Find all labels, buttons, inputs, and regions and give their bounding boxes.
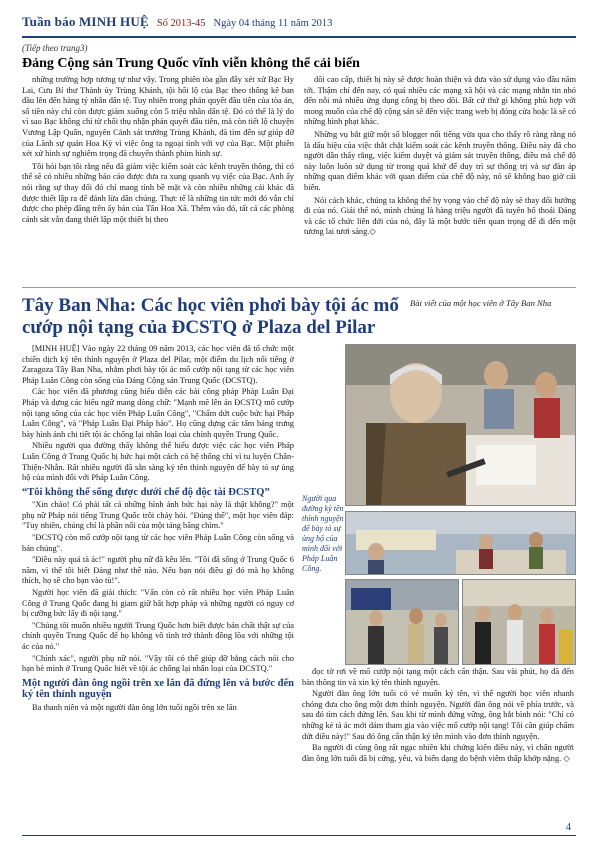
paragraph: đọc tờ rơi về mổ cướp nội tạng một cách cẩn thận. Sau vài phút, họ đã đến bàn thông tin và xin ký tên thỉnh nguyện. bbox=[302, 667, 574, 687]
section-divider bbox=[22, 287, 576, 288]
continued-note: (Tiếp theo trang3) bbox=[22, 43, 88, 53]
paragraph: "Chúng tôi muốn nhiều người Trung Quốc hơn biết được bản chất thật sự của chính quyền Trung Quốc để họ không vô tình trở thành đồng lõa với những tội ác của nó." bbox=[22, 620, 294, 651]
photo-caption: Người qua đường ký tên thỉnh nguyện để bày tỏ sự ủng hộ của mình đối với Pháp Luân Công. bbox=[302, 494, 344, 573]
subheading: “Tôi không thể sống được dưới chế độ độc tài ĐCSTQ” bbox=[22, 486, 270, 498]
paragraph: "Điều này quá tà ác!" người phụ nữ đã kêu lên. "Tôi đã sống ở Trung Quốc 6 năm, vì thế tôi biết Đảng như thế nào. Nếu bạn nói điều gì đó mà họ không thích, họ sẽ cho bạn vào tù!". bbox=[22, 555, 294, 586]
paragraph: những trường hợp tương tự như vậy. Trong phiên tòa gần đây xét xử Bạc Hy Lai, Cưu Bí thư Thành ủy Trùng Khánh, tội hối lộ của Bạc theo thống kê ban đầu lên đến hàng tỷ nhân dân tệ. Tuy nhiên trong phán quyết đầu tiên của tòa án, số tiền này chỉ còn được giảm xuống còn 5 triệu nhân dân tệ. Đó có thể là lý do vì sao Bạc không chỉ từ chối thụ nhận phán quyết đầu tiên, mà còn tiết lộ chuyện Vương Lập Quân, nguyên Cảnh sát trưởng Trùng Khánh, đã tìm đến sự giúp đỡ của Lãnh sự quán Hoa Kỳ vì việc ông ta ngoại tình với vợ của Bạc. Một phiên xét xử hình sự nghiêm trọng đã chuyển thành phim hình sự. bbox=[22, 75, 294, 159]
paragraph: Nhiều người qua đường thấy không thể hiểu được việc các học viên Pháp Luân Công ở Trung Quốc bị bức hại một cách có hệ thống chỉ vì tu luyện Chân-Thiện-Nhẫn. Rất nhiều người đã sẵn sàng ký tên thỉnh nguyện để bày tỏ sự ủng hộ của mình đối với Pháp Luân Công. bbox=[22, 441, 294, 483]
article-title: Tây Ban Nha: Các học viên phơi bày tội ác mổ cướp nội tạng của ĐCSTQ ở Plaza del Pilar bbox=[22, 295, 399, 338]
article-right-column bbox=[302, 667, 574, 765]
masthead bbox=[22, 14, 576, 34]
paragraph: "Chính xác", người phụ nữ nói. "Vậy tôi có thể giúp đỡ bằng cách nói cho bạn bè mình ở Trung Quốc biết về tội ác chống lại nhân loại của ĐCSTQ." bbox=[22, 653, 294, 674]
paragraph: [MINH HUỆ] Vào ngày 22 tháng 09 năm 2013, các học viên đã tổ chức một chiến dịch ký tên thỉnh nguyện ở Plaza del Pilar, một điểm du lịch nổi tiếng ở Zaragoza Tây Ban Nha, nhằm phơi bày tội ác mổ cướp nội tạng từ các học viên Pháp Luân Công còn sống của Đảng Cộng sản Trung Quốc (ĐCSTQ). bbox=[22, 344, 294, 385]
byline: Bài viết của một học viên ở Tây Ban Nha bbox=[410, 298, 552, 308]
newspaper-name: Tuần báo MINH HUỆ bbox=[22, 14, 149, 29]
photo-supporters bbox=[462, 579, 576, 665]
paragraph: dõi cao cấp, thiết bị này sẽ được hoàn thiện và đưa vào sử dụng vào đầu năm tới. Thậm chí đến nay, có quá nhiều các mạng xã hội và các mạng nhắn tin nhỏ đến nỗi mà nhiều ứng dụng công bị theo dõi. Bất cứ thứ gì không phù hợp với mong muốn của chế độ cộng sản sẽ đến việc trang web bị đóng cửa hoặc là sẽ có những hình phạt khác. bbox=[304, 75, 576, 127]
section1-title: Đảng Cộng sản Trung Quốc vĩnh viễn không thể cải biến bbox=[22, 56, 360, 71]
photo-passersby bbox=[345, 579, 459, 665]
paragraph: Người học viên đã giải thích: "Vấn còn có rất nhiều học viên Pháp Luân Công ở Trung Quốc đang bị giam giữ bất hợp pháp và những người có nguy cơ bị cưỡng bức lấy đi nội tạng." bbox=[22, 587, 294, 619]
paragraph: "ĐCSTQ còn mổ cướp nội tạng từ các học viên Pháp Luân Công còn sống và bán chúng". bbox=[22, 533, 294, 553]
article-left-column bbox=[22, 344, 294, 714]
paragraph: Nói cách khác, chúng ta không thể hy vọng vào chế độ này sẽ thay đổi hướng đi của nó. Giải thể nó, mình chúng là hàng triệu người đã tuyên bố thoái Đảng và các tổ chức liên đới của nó, đây là một bước tiến quan trọng để đi đến một tương lai tươi sáng.◇ bbox=[304, 195, 576, 237]
page-number: 4 bbox=[566, 822, 571, 833]
paragraph: Ba người đi cùng ông rất ngạc nhiên khi chứng kiến điều này, vì chân người đàn ông lớn tuổi đã bị cứng, yếu, và biến dạng do bệnh viêm thấp khớp nặng. ◇ bbox=[302, 743, 574, 763]
paragraph: Các học viên đã phương cũng biểu diễn các bài công pháp Pháp Luân Đại Pháp và dựng các biểu ngữ mang dòng chữ: "Mạnh mẽ lên án ĐCSTQ mổ cướp nội tạng sống của các học viên Pháp Luân Công", "Chấm dứt cuộc bức hại Pháp Luân Công", và "Pháp Luân Đại Pháp hảo". Họ cũng dựng các tấm bảng trưng bày hình ảnh chi tiết tội ác chống lại nhân loại của chính quyền Trung Quốc. bbox=[22, 387, 294, 439]
section1-right-column bbox=[304, 75, 576, 240]
paragraph: Người đàn ông lớn tuổi có vẻ muốn ký tên, vì thế người học viên nhanh chóng đưa cho ông một đơn thỉnh nguyện. Người đàn ông nói về phía trước, và sau đó tìm cách đứng lên. Sau khi từ mình đứng vững, ông bắt bình nói: "Chỉ có những kẻ tà ác mới dám tham gia vào việc mổ cướp nội tạng! Tôi cần giúp chấm dứt điều này!" Sau đó ông cẩn thận ký tên mình vào đơn thỉnh nguyện. bbox=[302, 689, 574, 741]
masthead-rule bbox=[22, 36, 576, 38]
section1-left-column bbox=[22, 75, 294, 240]
bottom-rule bbox=[22, 835, 576, 836]
section1-columns bbox=[22, 75, 576, 240]
subheading: Một người đàn ông ngồi trên xe lăn đã đứng lên và bước đến ký tên thỉnh nguyện bbox=[22, 677, 294, 701]
photo-info-table bbox=[345, 511, 576, 575]
photo-signing-petition bbox=[345, 344, 576, 506]
paragraph: Ba thanh niên và một người đàn ông lớn tuổi ngồi trên xe lăn bbox=[32, 702, 237, 712]
issue-number: Số 2013-45 bbox=[156, 18, 206, 29]
paragraph: Tôi hỏi bạn tôi rằng nếu đã giảm việc kiểm soát các kênh truyền thông, thì có thể sẽ có nhiều những báo cáo được đưa ra xung quanh vụ việc của Bạc. Anh ấy nói rằng sự thay đổi đó chỉ mang tính bề mặt và còn nhiều những cái khác đã được thiết lập ra để đánh lừa dân chúng. Thực tế là những tin tức mới đó vẫn chỉ được cho phép đăng trên ấy bản của Tân Hoa Xã. Thêm vào đó, tất cả các phòng cảnh sát vẫn đang thiết lập một thiết bị theo bbox=[22, 161, 294, 224]
paragraph: "Xin chào! Có phải tất cả những hình ảnh bức hại này là thật không?" một phụ nữ Pháp nói tiếng Trung Quốc trôi chảy hỏi. "Đúng thế", một học viên đáp: "Tuy nhiên, chúng chỉ là phần nổi của một tảng băng chìm." bbox=[22, 500, 294, 531]
issue-date: Ngày 04 tháng 11 năm 2013 bbox=[213, 18, 333, 29]
paragraph: Những vụ bắt giữ một số blogger nổi tiếng vừa qua cho thấy rõ ràng rằng nó là dấu hiệu của việc thắt chặt kiểm soát các kênh truyền thông. Điều này đã cho người dân thấy rằng, việc kiểm duyệt và giám sát truyền thông, điều mà chế độ này luôn luôn sử dụng từ trong quá khứ để duy trì sự thống trị và sự đàn áp những quan điểm khác với quan điểm của chế độ này, nó sẽ không bao giờ cải biến. bbox=[304, 129, 576, 192]
